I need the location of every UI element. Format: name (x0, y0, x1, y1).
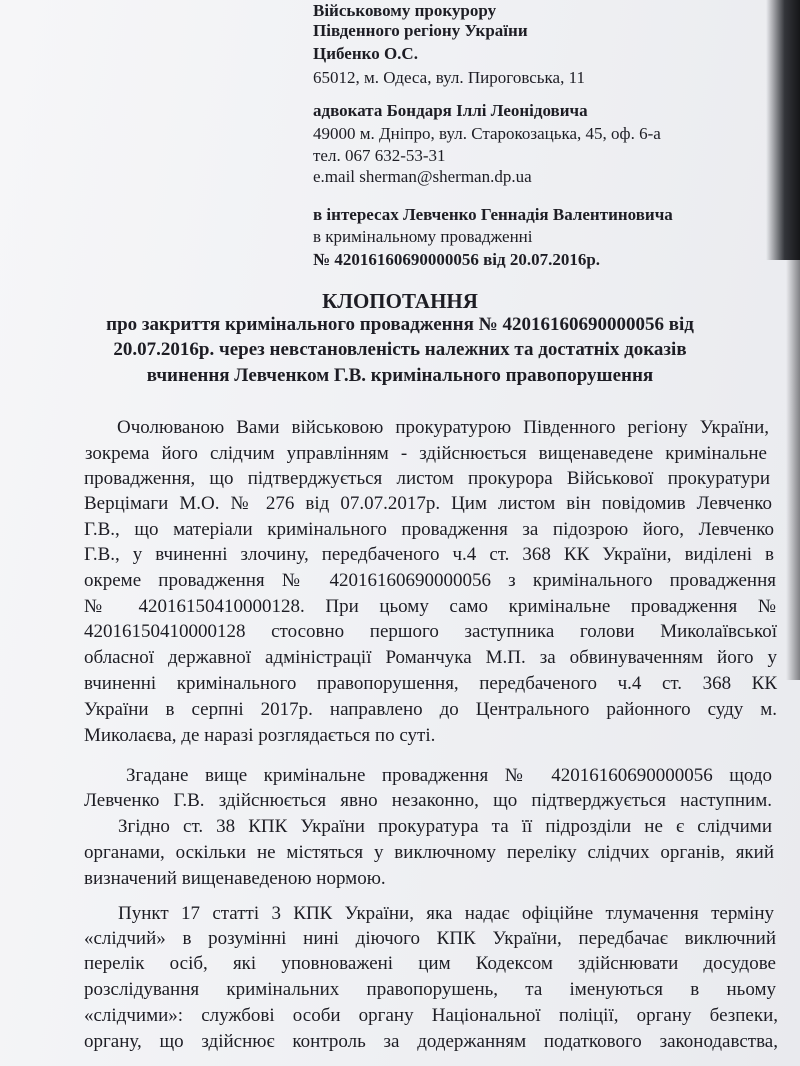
document-subtitle-line2: 20.07.2016р. через невстановленість належних та достатніх доказів (113, 339, 687, 360)
body-line: обласної державної адміністрації Романчука М.П. за обвинуваченням його у (84, 647, 777, 668)
body-line: вчиненні кримінального правопорушення, передбаченого ч.4 ст. 368 КК (84, 673, 777, 694)
body-line: органами, оскільки не містяться у виключному переліку слідчих органів, який (84, 842, 774, 863)
body-line: Левченко Г.В. здійснюється явно незаконно, що підтверджується наступним. (84, 790, 772, 811)
interest-line3: № 42016160690000056 від 20.07.2016р. (313, 250, 601, 269)
sender-title: адвоката Бондаря Іллі Леонідовича (313, 101, 588, 120)
addressee-address: 65012, м. Одеса, вул. Пироговська, 11 (313, 68, 585, 87)
document-subtitle-line1: про закриття кримінального провадження № 42016160690000056 від (106, 314, 694, 335)
body-line: України в серпні 2017р. направлено до Центрального районного суду м. (84, 699, 777, 720)
body-line: перелік осіб, які уповноважені цим Кодексом здійснювати досудове (84, 953, 776, 974)
body-line: Згадане вище кримінальне провадження № 42016160690000056 щодо (126, 765, 772, 786)
document-title: КЛОПОТАННЯ (322, 289, 478, 313)
document-subtitle-line3: вчинення Левченком Г.В. кримінального правопорушення (146, 365, 654, 386)
interest-line2: в кримінальному провадженні (313, 227, 533, 246)
addressee-line1: Військовому прокурору (313, 1, 497, 20)
sender-phone: тел. 067 632-53-31 (313, 146, 446, 165)
body-line: Пункт 17 статті 3 КПК України, яка надає офіційне тлумачення терміну (118, 903, 774, 924)
body-line: Очолюваною Вами військовою прокуратурою Південного регіону України, (117, 417, 769, 438)
body-line: розслідування кримінальних правопорушень, та іменуються в ньому (84, 979, 776, 1000)
body-line: 42016150410000128 стосовно першого заступника голови Миколаївської (84, 621, 777, 642)
sender-email: e.mail sherman@sherman.dp.ua (313, 167, 532, 186)
body-line: «слідчий» в розумінні нині діючого КПК України, передбачає виключний (84, 928, 776, 949)
body-line: Верцімаги М.О. № 276 від 07.07.2017р. Цим листом він повідомив Левченко (84, 493, 772, 514)
interest-line1: в інтересах Левченко Геннадія Валентиновича (313, 205, 673, 224)
body-line: окреме провадження № 42016160690000056 з кримінального провадження (84, 570, 776, 591)
dark-background-edge (766, 0, 800, 260)
body-line: визначений вищенаведеною нормою. (84, 868, 386, 889)
body-line: «слідчими»: службові особи органу Національної поліції, органу безпеки, (84, 1005, 778, 1026)
body-line: Згідно ст. 38 КПК України прокуратура та її підрозділи не є слідчими (118, 816, 772, 837)
body-line: № 42016150410000128. При цьому само кримінальне провадження № (84, 596, 776, 617)
body-line: Г.В., у вчиненні злочину, передбаченого ч.4 ст. 368 КК України, виділені в (84, 544, 774, 565)
body-line: Г.В., що матеріали кримінального провадження за підозрою його, Левченко (84, 519, 774, 540)
sender-address: 49000 м. Дніпро, вул. Старокозацька, 45, оф. 6-а (313, 124, 661, 143)
body-line: провадження, що підтверджується листом прокурора Військової прокуратури (84, 468, 770, 489)
body-line: Миколаєва, де наразі розглядається по суті. (84, 725, 436, 746)
addressee-line2: Південного регіону України (313, 21, 528, 40)
body-line: зокрема його слідчим управлінням - здійснюється вищенаведене кримінальне (85, 443, 767, 464)
addressee-name: Цибенко О.С. (313, 44, 418, 63)
body-line: органу, що здійснює контроль за додержанням податкового законодавства, (84, 1031, 778, 1052)
